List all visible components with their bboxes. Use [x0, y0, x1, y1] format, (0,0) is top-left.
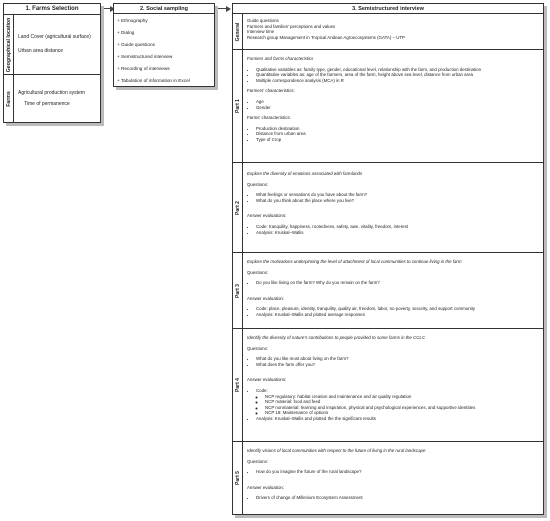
geo-location-label: Geographical location: [4, 15, 14, 75]
part4-heading: Identify the diversity of nature's contributions to people provided to some farms in the CCLC: [247, 335, 426, 340]
part5-heading: Identify visions of local communities with respect to the future of living in the rural landscape: [247, 448, 426, 453]
social-item: + Semistructured interview: [117, 54, 173, 59]
part3-eval-title: Answer evaluation:: [247, 295, 285, 301]
part1-farms-title: Farms' characteristics:: [247, 115, 291, 121]
general-line: Farmers and families' perceptions and values: [247, 23, 336, 29]
part1-farms-item: • Production destination: [256, 126, 539, 132]
part4-question: • What do you like most about living on the farm?: [256, 356, 539, 362]
part1-heading: Farmers and farms characteristics: [247, 56, 314, 61]
part5-eval: • Drivers of change of Millenium Ecosystem Assessment: [256, 495, 539, 501]
part3-eval: • Code: place, pleasure, identity, tranquility, quality air, freedom, labor, no poverty, security, and support community: [256, 306, 539, 312]
interview-title: 3. Semistructured interview: [233, 4, 543, 14]
part4-code-label: Code:: [256, 387, 268, 393]
part3-heading: Explore the motivations underpinning the level of attachment of local communities to continue living in the farm: [247, 259, 462, 264]
general-line: Research group Management in Tropical Andean Agroecosystems (GATA) – UTP: [247, 34, 405, 40]
part4-questions-title: Questions:: [247, 345, 268, 351]
social-sampling-title: 2. Social sampling: [114, 4, 214, 14]
social-item: + Guide questions: [117, 42, 155, 47]
part1-label: Part 1: [233, 50, 243, 162]
part4-code: ◦ NCP nonmaterial: learning and inspiration, physical and psychological experiences, and supportive identities: [265, 405, 539, 411]
section-general: [233, 14, 543, 50]
section-part2: [233, 163, 543, 253]
part3-question: • Do you like living on the farm? Why do you remain on the farm?: [256, 280, 539, 286]
part4-analysis: • Analysis: Kruskal–Wallis and plotted the the significant results: [256, 416, 539, 422]
general-label: General: [233, 14, 243, 49]
part1-bullet: • Multiple correspondence analysis (MCA) in R: [256, 78, 539, 84]
part1-bullet: • Qualitative variables as: family type, gender, educational level, relationship with the farm, and production destination: [256, 67, 539, 73]
section-part5: [233, 442, 543, 514]
part2-eval-title: Answer evaluations:: [247, 213, 287, 219]
section-part4: [233, 329, 543, 442]
geo-item: Urban area distance: [18, 48, 64, 54]
section-part3: [233, 253, 543, 329]
part1-farmers-title: Farmers' characteristics:: [247, 88, 295, 94]
general-line: Interview time: [247, 29, 275, 35]
part4-label: Part 4: [233, 329, 243, 441]
part5-label: Part 5: [233, 442, 243, 514]
part1-farmers-item: • Gender: [256, 105, 539, 111]
part4-question: • What does the farm offer you?: [256, 362, 539, 368]
social-sampling-box: [113, 3, 215, 87]
farms-item: Time of permanence: [24, 101, 70, 107]
part2-questions-title: Questions:: [247, 181, 268, 187]
part2-label: Part 2: [233, 163, 243, 252]
general-line: Guide questions: [247, 18, 279, 23]
social-item: + Tabulation of information in Excel: [117, 78, 190, 83]
part4-code: ◦ NCP regulatory: habitat creation and maintenance and air quality regulation: [265, 394, 539, 400]
farms-label: Farms: [4, 75, 14, 123]
part3-eval: • Analysis: Kruskal–Wallis and plotted average responses: [256, 312, 539, 318]
part2-question: • What do you think about the place where you live?: [256, 198, 539, 204]
part1-farms-item: • Distance from urban area: [256, 131, 539, 137]
part5-eval-title: Answer evaluation:: [247, 484, 285, 490]
social-item: + Ethnography: [117, 18, 148, 23]
geo-item: Land Cover (agricultural surface): [18, 34, 91, 40]
part3-label: Part 3: [233, 253, 243, 328]
part4-code: ◦ NCP material: food and feed: [265, 399, 539, 405]
part4-eval-title: Answer evaluations:: [247, 377, 287, 383]
part2-heading: Explore the diversity of emotions associated with farmlands: [247, 171, 363, 176]
part5-questions-title: Questions:: [247, 458, 268, 464]
social-item: + Dialog: [117, 30, 135, 35]
social-item: + Recording of interviews: [117, 66, 170, 71]
section-part1: [233, 50, 543, 163]
farms-selection-box: [3, 3, 101, 123]
part2-question: • What feelings or sensations do you have about the farm?: [256, 192, 539, 198]
interview-box: [232, 3, 544, 515]
arrow-head: [226, 6, 231, 12]
part3-questions-title: Questions:: [247, 269, 268, 275]
part1-farms-item: • Type of Crop: [256, 137, 539, 143]
part4-code: ◦ NCP 18: Maintenance of options: [265, 410, 539, 416]
part2-eval: • Analysis: Kruskal–Wallis: [256, 230, 539, 236]
part1-farmers-item: • Age: [256, 99, 539, 105]
farms-item: Agricultural production system: [18, 90, 85, 96]
part2-eval: • Code: tranquility, happiness, rootedness, safety, awe, vitality, freedom, interest: [256, 224, 539, 230]
farms-selection-title: 1. Farms Selection: [4, 4, 100, 15]
part1-bullet: • Quantitative variables as: age of the farmers, area of the farm, height above sea level, distance from urban area: [256, 72, 539, 78]
part5-question: • How do you imagine the future of the rural landscape?: [256, 469, 539, 475]
